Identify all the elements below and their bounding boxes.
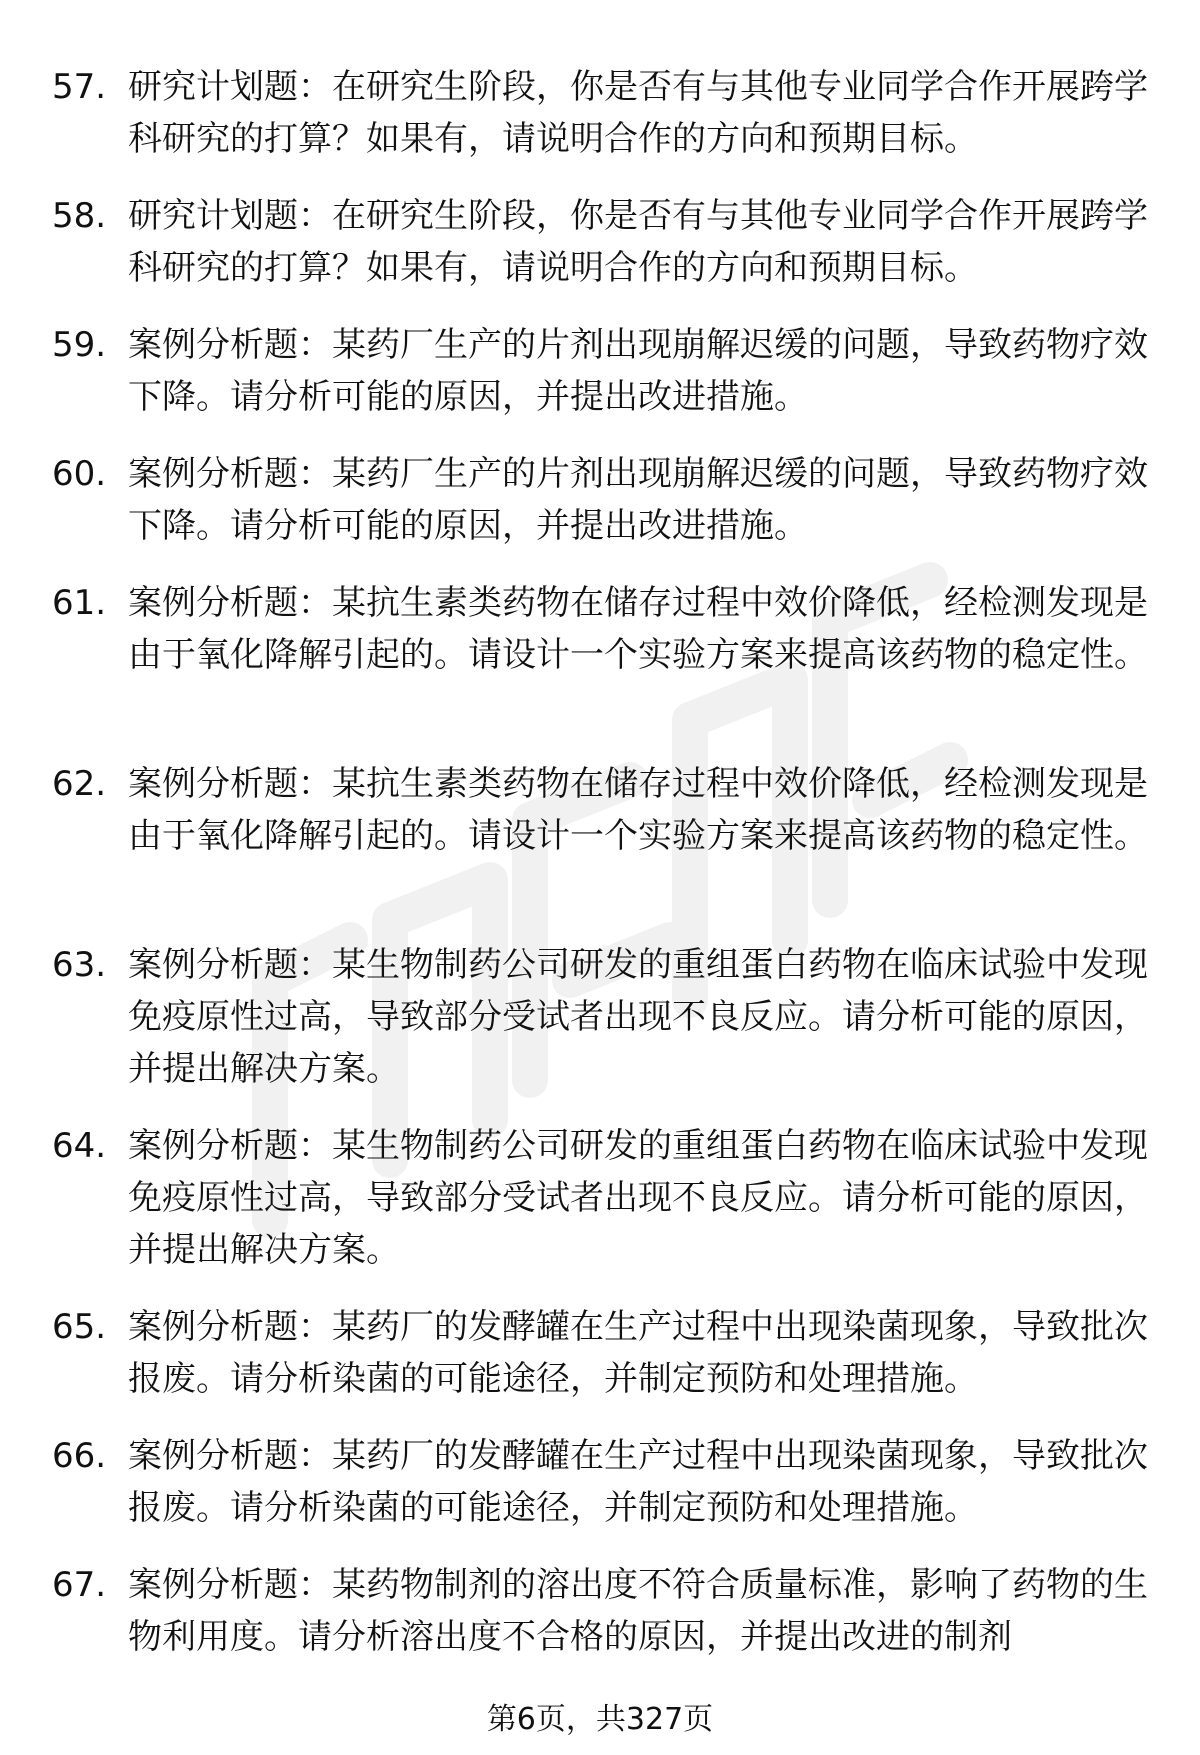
question-text: 案例分析题：某药厂的发酵罐在生产过程中出现染菌现象，导致批次报废。请分析染菌的可能途径，并制定预防和处理措施。 (128, 1307, 1148, 1399)
question-number: 65. (52, 1307, 107, 1347)
question-number: 61. (52, 583, 107, 623)
question-text: 案例分析题：某抗生素类药物在储存过程中效价降低，经检测发现是由于氧化降解引起的。请设计一个实验方案来提高该药物的稳定性。 (128, 583, 1148, 675)
question-number: 58. (52, 196, 107, 236)
question-number: 62. (52, 764, 107, 804)
question-number: 57. (52, 67, 107, 107)
question-number: 67. (52, 1565, 107, 1605)
page-number: 第6页，共327页 (486, 1702, 714, 1737)
question-number: 63. (52, 945, 107, 985)
question-text: 案例分析题：某药物制剂的溶出度不符合质量标准，影响了药物的生物利用度。请分析溶出度不合格的原因，并提出改进的制剂 (128, 1565, 1148, 1657)
question-text: 案例分析题：某药厂的发酵罐在生产过程中出现染菌现象，导致批次报废。请分析染菌的可能途径，并制定预防和处理措施。 (128, 1436, 1148, 1528)
question-text: 案例分析题：某抗生素类药物在储存过程中效价降低，经检测发现是由于氧化降解引起的。请设计一个实验方案来提高该药物的稳定性。 (128, 764, 1148, 856)
question-text: 研究计划题：在研究生阶段，你是否有与其他专业同学合作开展跨学科研究的打算？如果有，请说明合作的方向和预期目标。 (128, 67, 1148, 159)
question-number: 64. (52, 1126, 107, 1166)
question-text: 案例分析题：某药厂生产的片剂出现崩解迟缓的问题，导致药物疗效下降。请分析可能的原因，并提出改进措施。 (128, 454, 1148, 546)
question-text: 研究计划题：在研究生阶段，你是否有与其他专业同学合作开展跨学科研究的打算？如果有，请说明合作的方向和预期目标。 (128, 196, 1148, 288)
question-number: 60. (52, 454, 107, 494)
question-text: 案例分析题：某生物制药公司研发的重组蛋白药物在临床试验中发现免疫原性过高，导致部分受试者出现不良反应。请分析可能的原因，并提出解决方案。 (128, 945, 1148, 1089)
question-number: 66. (52, 1436, 107, 1476)
question-text: 案例分析题：某生物制药公司研发的重组蛋白药物在临床试验中发现免疫原性过高，导致部分受试者出现不良反应。请分析可能的原因，并提出解决方案。 (128, 1126, 1148, 1270)
question-text: 案例分析题：某药厂生产的片剂出现崩解迟缓的问题，导致药物疗效下降。请分析可能的原因，并提出改进措施。 (128, 325, 1148, 417)
question-number: 59. (52, 325, 107, 365)
